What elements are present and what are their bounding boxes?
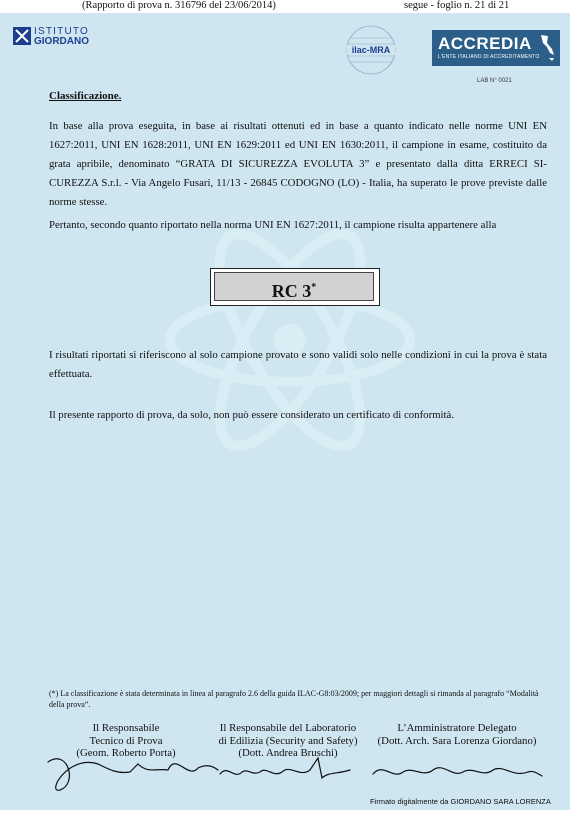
signatory-role-detail: Tecnico di Prova xyxy=(89,734,163,747)
logo-line1: ISTITUTO xyxy=(34,26,89,37)
atom-watermark-icon xyxy=(160,200,420,480)
digital-signature-note: Firmato digitalmente da GIORDANO SARA LORENZA xyxy=(370,797,551,806)
accredia-logo xyxy=(432,30,560,66)
resistance-class-label: RC 3 xyxy=(271,281,312,301)
logo-line2: GIORDANO xyxy=(34,36,89,47)
signatory-role: Il Responsabile xyxy=(92,722,160,734)
ilac-mra-logo xyxy=(340,24,402,76)
page-counter: segue - foglio n. 21 di 21 xyxy=(404,0,510,11)
accredia-tagline: L'ENTE ITALIANO DI ACCREDITAMENTO xyxy=(438,54,540,60)
section-heading: Classificazione. xyxy=(49,90,122,102)
ilac-label: ilac-MRA xyxy=(351,45,391,55)
page-bottom-margin xyxy=(0,810,570,819)
validity-paragraph: I risultati riportati si riferiscono al solo campione provato e sono validi solo nelle condizioni in cui la prova è stata effettuata. xyxy=(49,349,547,380)
lab-number: LAB N° 0021 xyxy=(477,78,512,84)
accredia-name: ACCREDIA xyxy=(438,34,532,53)
footnote-marker: * xyxy=(311,282,317,293)
signatory-name: (Geom. Roberto Porta) xyxy=(76,747,176,759)
handwritten-signatures xyxy=(38,744,548,796)
page-header xyxy=(0,0,570,13)
classification-paragraph: In base alla prova eseguita, in base ai risultati ottenuti ed in base a quanto indicato nelle norme UNI EN 1627:2011, UNI EN 1628:2011, UNI EN 1629:2011 ed UNI EN 1630:2011, il campione in esame, costituito da grata apribile, denominato “GRATA DI SICUREZZA EVOLUTA 3” e presentato dalla ditta ERRECI SI-CUREZZA S.r.l. - Via Angelo Fusari, 11/13 - 26845 CODOGNO (LO) - Italia, ha superato le prove previste dalle norme stesse. xyxy=(49,120,547,208)
signatory-role-detail: (Dott. Arch. Sara Lorenza Giordano) xyxy=(377,734,537,747)
italy-map-icon xyxy=(538,33,556,63)
disclaimer-paragraph: Il presente rapporto di prova, da solo, non può essere considerato un certificato di conformità. xyxy=(49,409,455,421)
signatory-role-detail: di Edilizia (Security and Safety) xyxy=(218,734,358,747)
report-reference: (Rapporto di prova n. 316796 del 23/06/2014) xyxy=(82,0,276,11)
signatory-role: L’Amministratore Delegato xyxy=(397,722,517,734)
istituto-giordano-logo xyxy=(13,27,103,47)
signatory-role: Il Responsabile del Laboratorio xyxy=(219,722,357,734)
resistance-class-value xyxy=(214,272,374,301)
conclusion-paragraph: Pertanto, secondo quanto riportato nella norma UNI EN 1627:2011, il campione risulta appartenere alla xyxy=(49,219,497,231)
giordano-mark-icon xyxy=(13,27,31,45)
footnote: (*) La classificazione è stata determinata in linea al paragrafo 2.6 della guida ILAC-G8:03/2009; per maggiori dettagli si rimanda al paragrafo “Modalità della prova”. xyxy=(49,689,539,709)
resistance-class-box xyxy=(210,268,380,306)
signatory-name: (Dott. Andrea Bruschi) xyxy=(238,747,338,759)
